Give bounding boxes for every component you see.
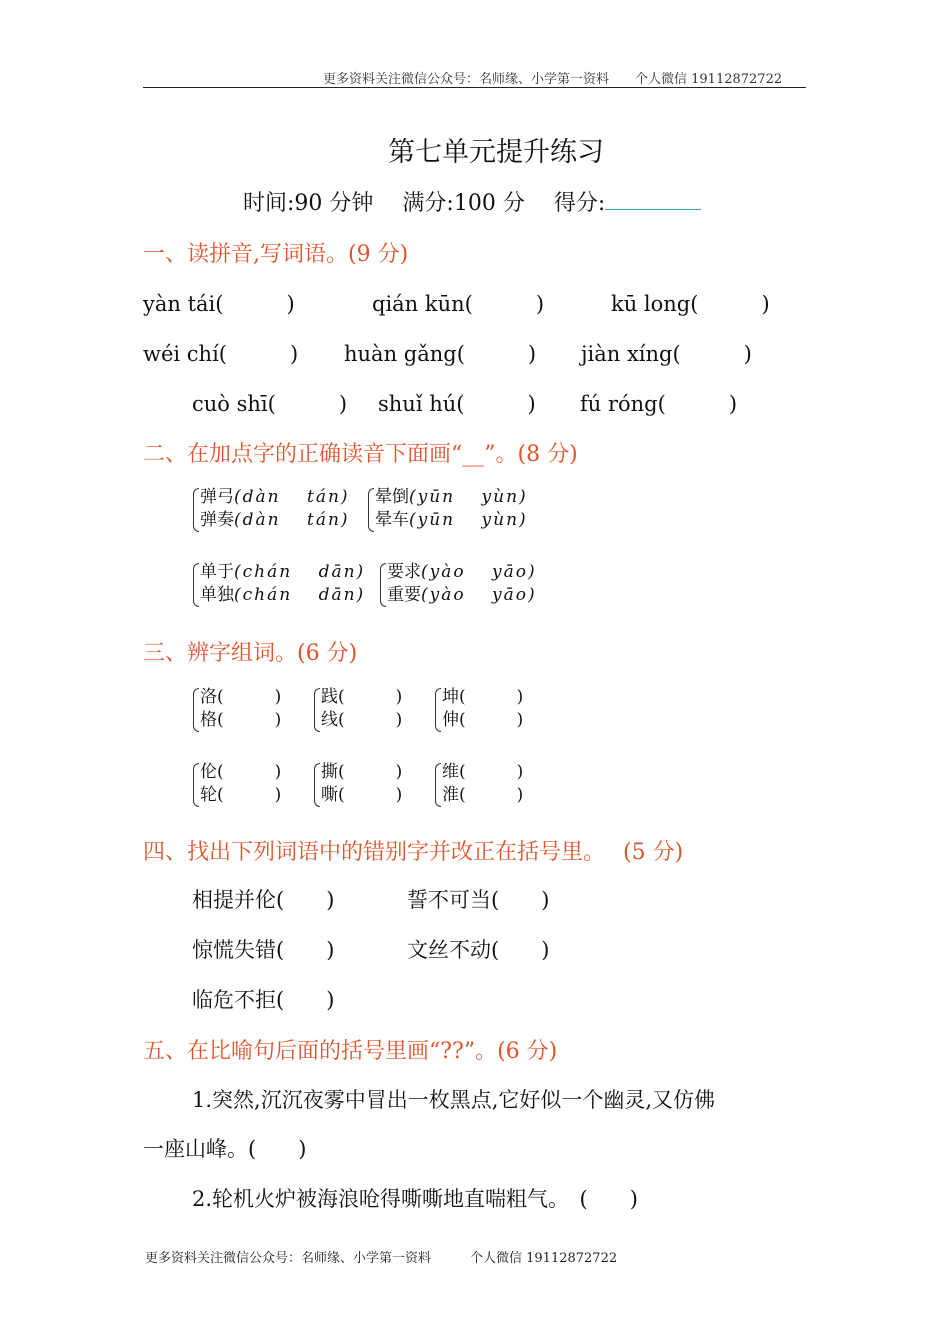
pinyin-item[interactable]: cuò shī( ) [192,392,348,416]
page-title: 第七单元提升练习 [388,137,604,168]
section-5-heading: 五、在比喻句后面的括号里画“??”。(6 分) [143,1039,558,1064]
sentence-1-line-1: 1.突然,沉沉夜雾中冒出一枚黑点,它好似一个幽灵,又仿佛 [192,1088,716,1112]
section-1-heading: 一、读拼音,写词语。(9 分) [143,242,409,267]
char-group [314,761,402,807]
pinyin-item[interactable]: fú róng( ) [580,392,738,416]
char-group [193,686,281,732]
pinyin-item[interactable]: kū long( ) [611,292,770,316]
brace [380,563,386,607]
char-group [314,686,402,732]
char-group [193,761,281,807]
word: 弹奏 [200,510,234,530]
reading-group [193,486,350,532]
brace [193,688,199,732]
score-label: 得分: [553,191,606,216]
full-score: 满分:100 分 [402,191,525,216]
correction-item[interactable]: 临危不拒( ) [192,988,335,1012]
reading-group [380,561,537,607]
sentence-1-line-2[interactable]: 一座山峰。( ) [143,1137,307,1161]
correction-item[interactable]: 惊慌失错( ) [192,938,335,962]
pinyin-options[interactable]: (yūn yùn) [409,510,528,530]
header-rule [143,87,806,88]
char-answer[interactable]: 洛( ) [200,687,282,707]
pinyin-item[interactable]: yàn tái( ) [143,292,295,316]
brace [193,763,199,807]
char-answer[interactable]: 嘶( ) [321,785,403,805]
page-footer: 更多资料关注微信公众号：名师缘、小学第一资料 个人微信 19112872722 [145,1251,618,1266]
pinyin-options[interactable]: (chán dān) [234,585,366,605]
pinyin-options[interactable]: (chán dān) [234,562,366,582]
page-header: 更多资料关注微信公众号：名师缘、小学第一资料 个人微信 19112872722 [323,72,783,87]
word: 重要 [387,585,421,605]
word: 单独 [200,585,234,605]
reading-group [193,561,365,607]
word: 晕倒 [375,487,409,507]
char-answer[interactable]: 践( ) [321,687,403,707]
char-answer[interactable]: 伸( ) [442,710,524,730]
correction-item[interactable]: 文丝不动( ) [407,938,550,962]
char-answer[interactable]: 维( ) [442,762,524,782]
pinyin-item[interactable]: huàn gǎng( ) [344,342,537,366]
section-4-heading: 四、找出下列词语中的错别字并改正在括号里。 (5 分) [143,840,684,865]
pinyin-item[interactable]: qián kūn( ) [372,292,545,316]
char-answer[interactable]: 淮( ) [442,785,524,805]
pinyin-item[interactable]: wéi chí( ) [143,342,299,366]
correction-item[interactable]: 相提并伦( ) [192,888,335,912]
brace [314,763,320,807]
score-blank[interactable] [605,189,701,210]
brace [314,688,320,732]
char-answer[interactable]: 伦( ) [200,762,282,782]
char-group [435,761,523,807]
char-answer[interactable]: 线( ) [321,710,403,730]
reading-group [368,486,528,532]
pinyin-options[interactable]: (dàn tán) [234,510,350,530]
section-2-heading: 二、在加点字的正确读音下面画“__”。(8 分) [143,442,578,467]
pinyin-options[interactable]: (yào yāo) [421,562,537,582]
brace [193,488,199,532]
char-answer[interactable]: 格( ) [200,710,282,730]
word: 单于 [200,562,234,582]
brace [368,488,374,532]
correction-item[interactable]: 誓不可当( ) [407,888,550,912]
pinyin-options[interactable]: (yūn yùn) [409,487,528,507]
pinyin-item[interactable]: jiàn xíng( ) [581,342,752,366]
word: 晕车 [375,510,409,530]
pinyin-options[interactable]: (dàn tán) [234,487,350,507]
char-answer[interactable]: 坤( ) [442,687,524,707]
brace [435,688,441,732]
section-3-heading: 三、辨字组词。(6 分) [143,641,358,666]
meta-line [243,186,701,217]
pinyin-options[interactable]: (yào yāo) [421,585,537,605]
brace [435,763,441,807]
pinyin-item[interactable]: shuǐ hú( ) [378,392,536,416]
char-answer[interactable]: 撕( ) [321,762,403,782]
brace [193,563,199,607]
word: 要求 [387,562,421,582]
time-limit: 时间:90 分钟 [243,191,374,216]
word: 弹弓 [200,487,234,507]
char-group [435,686,523,732]
char-answer[interactable]: 轮( ) [200,785,282,805]
sentence-2[interactable]: 2.轮机火炉被海浪呛得嘶嘶地直喘粗气。 ( ) [192,1187,638,1211]
